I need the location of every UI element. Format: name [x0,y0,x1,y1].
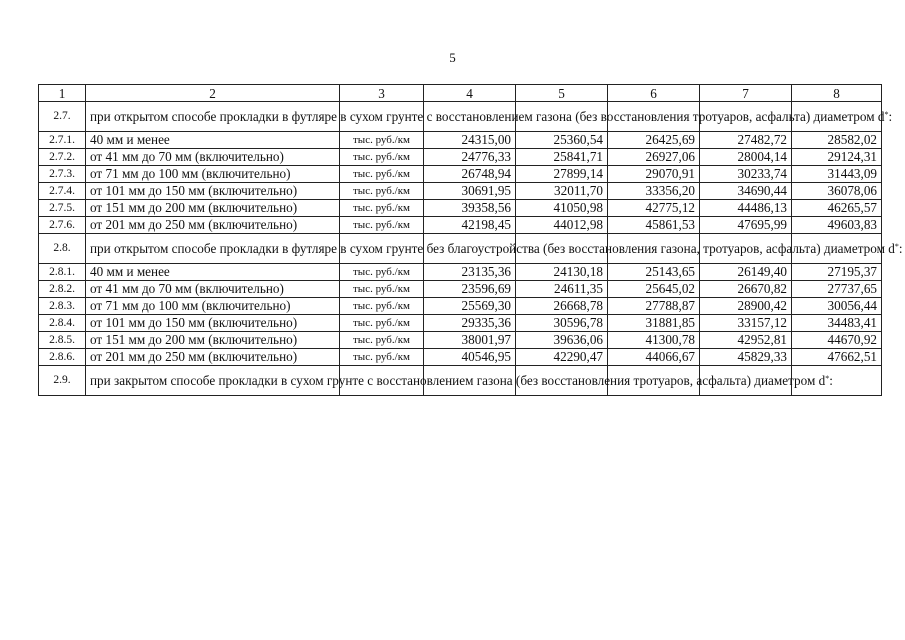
price-value: 42952,81 [700,332,792,349]
section-title [86,234,903,264]
table-row [39,315,882,332]
column-header: 6 [608,85,700,102]
row-number: 2.7.2. [39,149,86,166]
footnote-mark: * [825,374,830,383]
price-value: 41300,78 [608,332,700,349]
row-number: 2.7.4. [39,183,86,200]
section-title-text: при открытом способе прокладки в футляре в сухом грунте с восстановлением газона (без восстановления тротуаров, асфальта) диаметром d [90,109,885,124]
section-title-tail: : [888,109,893,124]
price-value: 28004,14 [700,149,792,166]
price-value: 27899,14 [516,166,608,183]
row-number: 2.7.3. [39,166,86,183]
row-description: от 71 мм до 100 мм (включительно) [86,298,340,315]
price-value: 24130,18 [516,264,608,281]
price-value: 42775,12 [608,200,700,217]
table-body [39,102,903,396]
section-title-text: при открытом способе прокладки в футляре в сухом грунте без благоустройства (без восстановления газона, тротуаров, асфальта) диаметром d [90,241,895,256]
row-unit: тыс. руб./км [340,183,424,200]
table-row [39,132,882,149]
row-description: от 101 мм до 150 мм (включительно) [86,315,340,332]
row-description: 40 мм и менее [86,132,340,149]
price-value: 33356,20 [608,183,700,200]
table-row [39,332,882,349]
price-value: 27788,87 [608,298,700,315]
price-value: 29335,36 [424,315,516,332]
price-value: 31443,09 [792,166,882,183]
price-value: 33157,12 [700,315,792,332]
price-value: 26927,06 [608,149,700,166]
row-description: от 201 мм до 250 мм (включительно) [86,349,340,366]
price-value: 24611,35 [516,281,608,298]
price-value: 28582,02 [792,132,882,149]
column-header: 4 [424,85,516,102]
price-value: 26668,78 [516,298,608,315]
row-description: от 201 мм до 250 мм (включительно) [86,217,340,234]
price-value: 34483,41 [792,315,882,332]
column-header: 7 [700,85,792,102]
row-description: 40 мм и менее [86,264,340,281]
price-value: 28900,42 [700,298,792,315]
row-description: от 151 мм до 200 мм (включительно) [86,200,340,217]
column-header: 3 [340,85,424,102]
row-number: 2.7.6. [39,217,86,234]
price-value: 27737,65 [792,281,882,298]
section-title [86,366,833,396]
table-row [39,183,882,200]
row-unit: тыс. руб./км [340,315,424,332]
row-unit: тыс. руб./км [340,298,424,315]
row-description: от 41 мм до 70 мм (включительно) [86,281,340,298]
section-title-tail: : [898,241,903,256]
table-row [39,281,882,298]
price-value: 25143,65 [608,264,700,281]
price-value: 47695,99 [700,217,792,234]
section-number: 2.7. [39,102,86,132]
table-row [39,264,882,281]
footnote-mark: * [894,242,899,251]
price-value: 41050,98 [516,200,608,217]
row-number: 2.8.5. [39,332,86,349]
price-value: 49603,83 [792,217,882,234]
column-header-row [39,85,882,102]
column-header: 5 [516,85,608,102]
price-value: 30056,44 [792,298,882,315]
price-value: 36078,06 [792,183,882,200]
price-value: 30596,78 [516,315,608,332]
section-title-tail: : [829,373,833,388]
price-value: 44066,67 [608,349,700,366]
price-value: 44670,92 [792,332,882,349]
price-value: 26748,94 [424,166,516,183]
table-row [39,166,882,183]
tariff-table [38,84,903,396]
table-row [39,349,882,366]
row-unit: тыс. руб./км [340,264,424,281]
section-row [39,102,882,132]
footnote-mark: * [884,110,889,119]
section-row [39,234,882,264]
table-row [39,200,882,217]
price-value: 44012,98 [516,217,608,234]
price-value: 26425,69 [608,132,700,149]
price-value: 40546,95 [424,349,516,366]
section-title-text: при закрытом способе прокладки в сухом грунте с восстановлением газона (без восстановления тротуаров, асфальта) диаметром d [90,373,826,388]
price-value: 25569,30 [424,298,516,315]
price-value: 27195,37 [792,264,882,281]
table-row [39,149,882,166]
price-value: 24776,33 [424,149,516,166]
table-row [39,298,882,315]
price-value: 23135,36 [424,264,516,281]
price-value: 30233,74 [700,166,792,183]
price-value: 32011,70 [516,183,608,200]
price-value: 31881,85 [608,315,700,332]
row-description: от 151 мм до 200 мм (включительно) [86,332,340,349]
price-value: 30691,95 [424,183,516,200]
row-unit: тыс. руб./км [340,332,424,349]
price-value: 25360,54 [516,132,608,149]
price-value: 25645,02 [608,281,700,298]
price-value: 42290,47 [516,349,608,366]
table-row [39,217,882,234]
row-number: 2.8.4. [39,315,86,332]
row-unit: тыс. руб./км [340,132,424,149]
price-value: 34690,44 [700,183,792,200]
price-value: 29124,31 [792,149,882,166]
row-description: от 71 мм до 100 мм (включительно) [86,166,340,183]
price-value: 47662,51 [792,349,882,366]
section-row [39,366,882,396]
price-value: 24315,00 [424,132,516,149]
section-title [86,102,893,132]
row-description: от 101 мм до 150 мм (включительно) [86,183,340,200]
price-value: 45861,53 [608,217,700,234]
price-value: 26670,82 [700,281,792,298]
price-value: 38001,97 [424,332,516,349]
row-number: 2.8.1. [39,264,86,281]
row-number: 2.7.1. [39,132,86,149]
row-unit: тыс. руб./км [340,200,424,217]
row-unit: тыс. руб./км [340,217,424,234]
price-value: 39358,56 [424,200,516,217]
row-unit: тыс. руб./км [340,349,424,366]
column-header: 1 [39,85,86,102]
section-number: 2.8. [39,234,86,264]
section-number: 2.9. [39,366,86,396]
row-unit: тыс. руб./км [340,166,424,183]
price-value: 29070,91 [608,166,700,183]
column-header: 2 [86,85,340,102]
row-number: 2.8.2. [39,281,86,298]
price-value: 26149,40 [700,264,792,281]
row-description: от 41 мм до 70 мм (включительно) [86,149,340,166]
price-value: 44486,13 [700,200,792,217]
price-value: 25841,71 [516,149,608,166]
column-header: 8 [792,85,882,102]
price-value: 27482,72 [700,132,792,149]
price-value: 39636,06 [516,332,608,349]
price-value: 42198,45 [424,217,516,234]
row-unit: тыс. руб./км [340,281,424,298]
row-unit: тыс. руб./км [340,149,424,166]
row-number: 2.8.6. [39,349,86,366]
price-value: 23596,69 [424,281,516,298]
row-number: 2.8.3. [39,298,86,315]
price-value: 46265,57 [792,200,882,217]
price-value: 45829,33 [700,349,792,366]
page-number: 5 [449,50,456,65]
row-number: 2.7.5. [39,200,86,217]
